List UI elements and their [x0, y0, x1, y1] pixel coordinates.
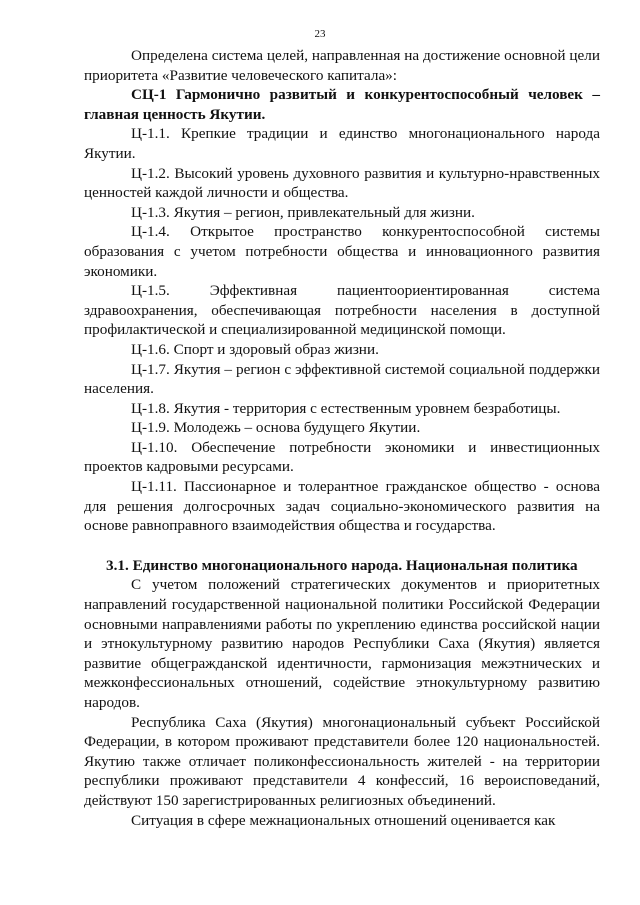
- section-paragraph-3: Ситуация в сфере межнациональных отношений оценивается как: [131, 811, 556, 829]
- goal-c1-3: Ц-1.3. Якутия – регион, привлекательный для жизни.: [131, 203, 475, 221]
- goal-c1-10: Ц-1.10. Обеспечение потребности экономики и инвестиционных проектов кадровыми ресурсами.: [84, 438, 600, 476]
- goal-c1-1: Ц-1.1. Крепкие традиции и единство многонационального народа Якутии.: [84, 125, 600, 162]
- section-paragraph-1: С учетом положений стратегических документов и приоритетных направлений государственной национальной политики Российской Федерации основными направлениями работы по укреплению единства российской нации и этнокультурному развитию народов Республики Саха (Якутия) является развитие общегражданской идентичности, гармонизация межэтнических и межконфессиональных отношений, содействие этнокультурному развитию народов.: [84, 576, 600, 711]
- goal-c1-11: Ц-1.11. Пассионарное и толерантное гражданское общество - основа для решения долгосрочных задач социально-экономического развития на основе равноправного взаимодействия общества и государства.: [84, 478, 600, 535]
- goal-c1-6: Ц-1.6. Спорт и здоровый образ жизни.: [131, 340, 379, 358]
- goal-c1-7: Ц-1.7. Якутия – регион с эффективной системой социальной поддержки населения.: [84, 360, 600, 398]
- document-body: [84, 46, 600, 830]
- strategic-goal-sc1: СЦ-1 Гармонично развитый и конкурентоспособный человек – главная ценность Якутии.: [84, 86, 600, 123]
- section-paragraph-2: Республика Саха (Якутия) многонациональный субъект Российской Федерации, в котором проживают представители более 120 национальностей. Якутию также отличает поликонфессиональность жителей - на территории республики проживают представители 4 конфессий, 16 вероисповеданий, действуют 150 зарегистрированных религиозных объединений.: [84, 713, 600, 809]
- section-heading: 3.1. Единство многонационального народа. Национальная политика: [106, 556, 578, 574]
- goal-c1-9: Ц-1.9. Молодежь – основа будущего Якутии.: [131, 419, 421, 437]
- goal-c1-4: Ц-1.4. Открытое пространство конкурентоспособной системы образования с учетом потребности общества и инновационного развития экономики.: [84, 223, 600, 280]
- intro-paragraph: Определена система целей, направленная на достижение основной цели приоритета «Развитие человеческого капитала»:: [84, 47, 600, 84]
- goal-c1-5: Ц-1.5. Эффективная пациентоориентированная система здравоохранения, обеспечивающая потребности населения в доступной профилактической и специализированной медицинской помощи.: [84, 282, 600, 339]
- goal-c1-2: Ц-1.2. Высокий уровень духовного развития и культурно-нравственных ценностей каждой личности и общества.: [84, 164, 600, 202]
- page-number: 23: [314, 28, 326, 40]
- goal-c1-8: Ц-1.8. Якутия - территория с естественным уровнем безработицы.: [131, 399, 561, 417]
